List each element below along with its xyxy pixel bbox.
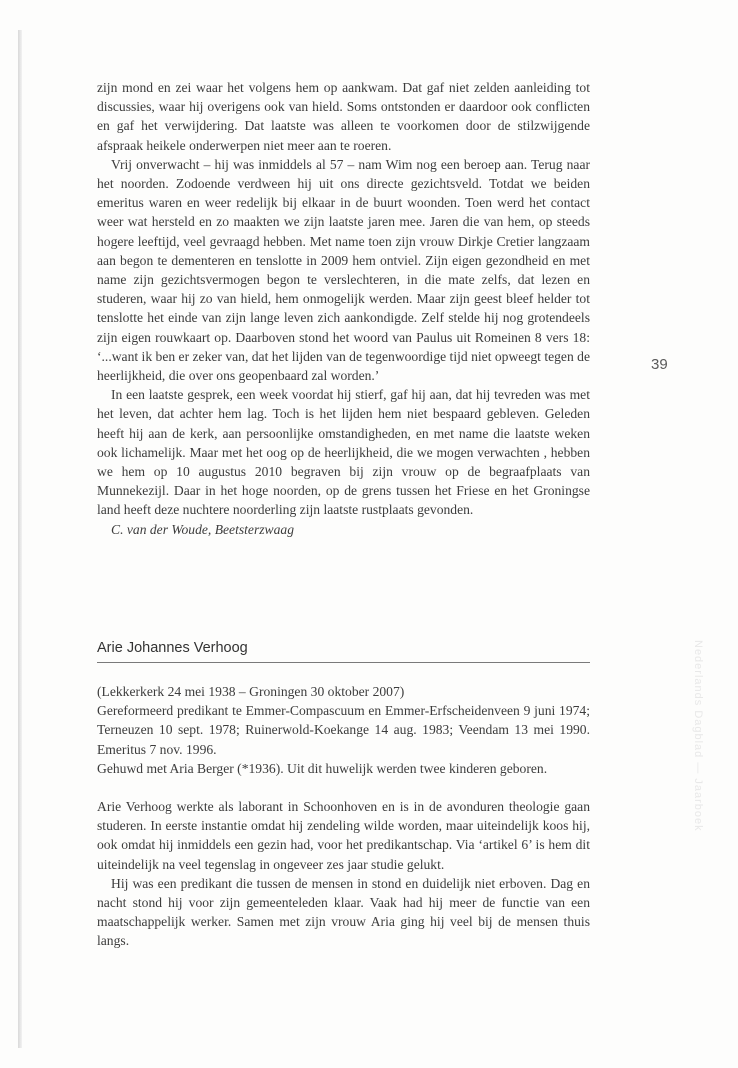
show-through-text: Nederlands Dagblad — Jaarboek (692, 640, 704, 832)
paragraph-gap (97, 778, 590, 797)
bio-family: Gehuwd met Aria Berger (*1936). Uit dit huwelijk werden twee kinderen geboren. (97, 760, 548, 776)
obituary-body (97, 682, 590, 951)
body-paragraph: In een laatste gesprek, een week voordat hij stierf, gaf hij aan, dat hij tevreden was met het leven, dat achter hem lag. Toch is het lijden hem niet bespaard gebleven. Geleden heeft hij aan de kerk, aan persoonlijke omstandigheden, en met name die laatste weken ook lichamelijk. Maar met het oog op de heerlijkheid, die we mogen verwachten , hebben we hem op 10 augustus 2010 begraven bij zijn vrouw op de begraafplaats van Munnekezijl. Daar in het hoge noorden, op de grens tussen het Friese en het Groningse land heeft deze nuchtere noorderling zijn laatste rustplaats gevonden. (97, 387, 590, 518)
page-number: 39 (651, 356, 668, 373)
heading-rule (97, 662, 590, 663)
body-paragraph: zijn mond en zei waar het volgens hem op aankwam. Dat gaf niet zelden aanleiding tot discussies, waar hij overigens ook van hield. Soms ontstonden er daardoor ook conflicten en gaf het verwijdering. Dat laatste was alleen te voorkomen door de stilzwijgende afspraak heikele onderwerpen niet meer aan te roeren. (97, 80, 590, 153)
previous-obituary (97, 78, 590, 539)
bio-dates: (Lekkerkerk 24 mei 1938 – Groningen 30 oktober 2007) (97, 684, 405, 699)
body-paragraph: Arie Verhoog werkte als laborant in Schoonhoven en is in de avonduren theologie gaan studeren. In eerste instantie omdat hij zendeling wilde worden, maar uiteindelijk koos hij, ook omdat hij inmiddels een gezin had, voor het predikantschap. Via ‘artikel 6’ is hem dit uiteindelijk na veel tegenslag in ongeveer zes jaar studie gelukt. (97, 799, 590, 872)
page-binding-edge (18, 30, 22, 1048)
body-paragraph: Vrij onverwacht – hij was inmiddels al 57 – nam Wim nog een beroep aan. Terug naar het noorden. Zodoende verdween hij uit ons directe gezichtsveld. Totdat we beiden emeritus waren en weer redelijk bij elkaar in de buurt woonden. Toen werd het contact weer wat hersteld en zo maakten we zijn laatste jaren mee. Jaren die van hem, op steeds hogere leeftijd, veel gevraagd hebben. Met name toen zijn vrouw Dirkje Cretier langzaam aan begon te dementeren en tenslotte in 2009 hem ontviel. Zijn eigen gezondheid en met name zijn gezichtsvermogen begon te verslechteren, in die mate zelfs, dat lezen en studeren, waar hij zo van hield, hem onmogelijk werden. Maar zijn geest bleef helder tot tenslotte het einde van zijn lange leven zich aankondigde. Zelf stelde hij nog grotendeels zijn eigen rouwkaart op. Daarboven stond het woord van Paulus uit Romeinen 8 vers 18: ‘...want ik ben er zeker van, dat het lijden van de tegenwoordige tijd niet opweegt tegen de heerlijkheid, die over ons geopenbaard zal worden.’ (97, 156, 590, 384)
body-paragraph: Hij was een predikant die tussen de mensen in stond en duidelijk niet erboven. Dag en nacht stond hij voor zijn gemeenteleden klaar. Vaak had hij meer de functie van een maatschappelijk werker. Samen met zijn vrouw Aria ging hij veel bij de mensen thuis langs. (97, 875, 590, 949)
section-heading: Arie Johannes Verhoog (97, 640, 248, 656)
author-signature: C. van der Woude, Beetsterzwaag (111, 521, 294, 537)
bio-career: Gereformeerd predikant te Emmer-Compascuum en Emmer-Erfscheidenveen 9 juni 1974; Terneuzen 10 sept. 1978; Ruinerwold-Koekange 14 aug. 1983; Veendam 13 mei 1990. Emeritus 7 nov. 1996. (97, 703, 590, 757)
